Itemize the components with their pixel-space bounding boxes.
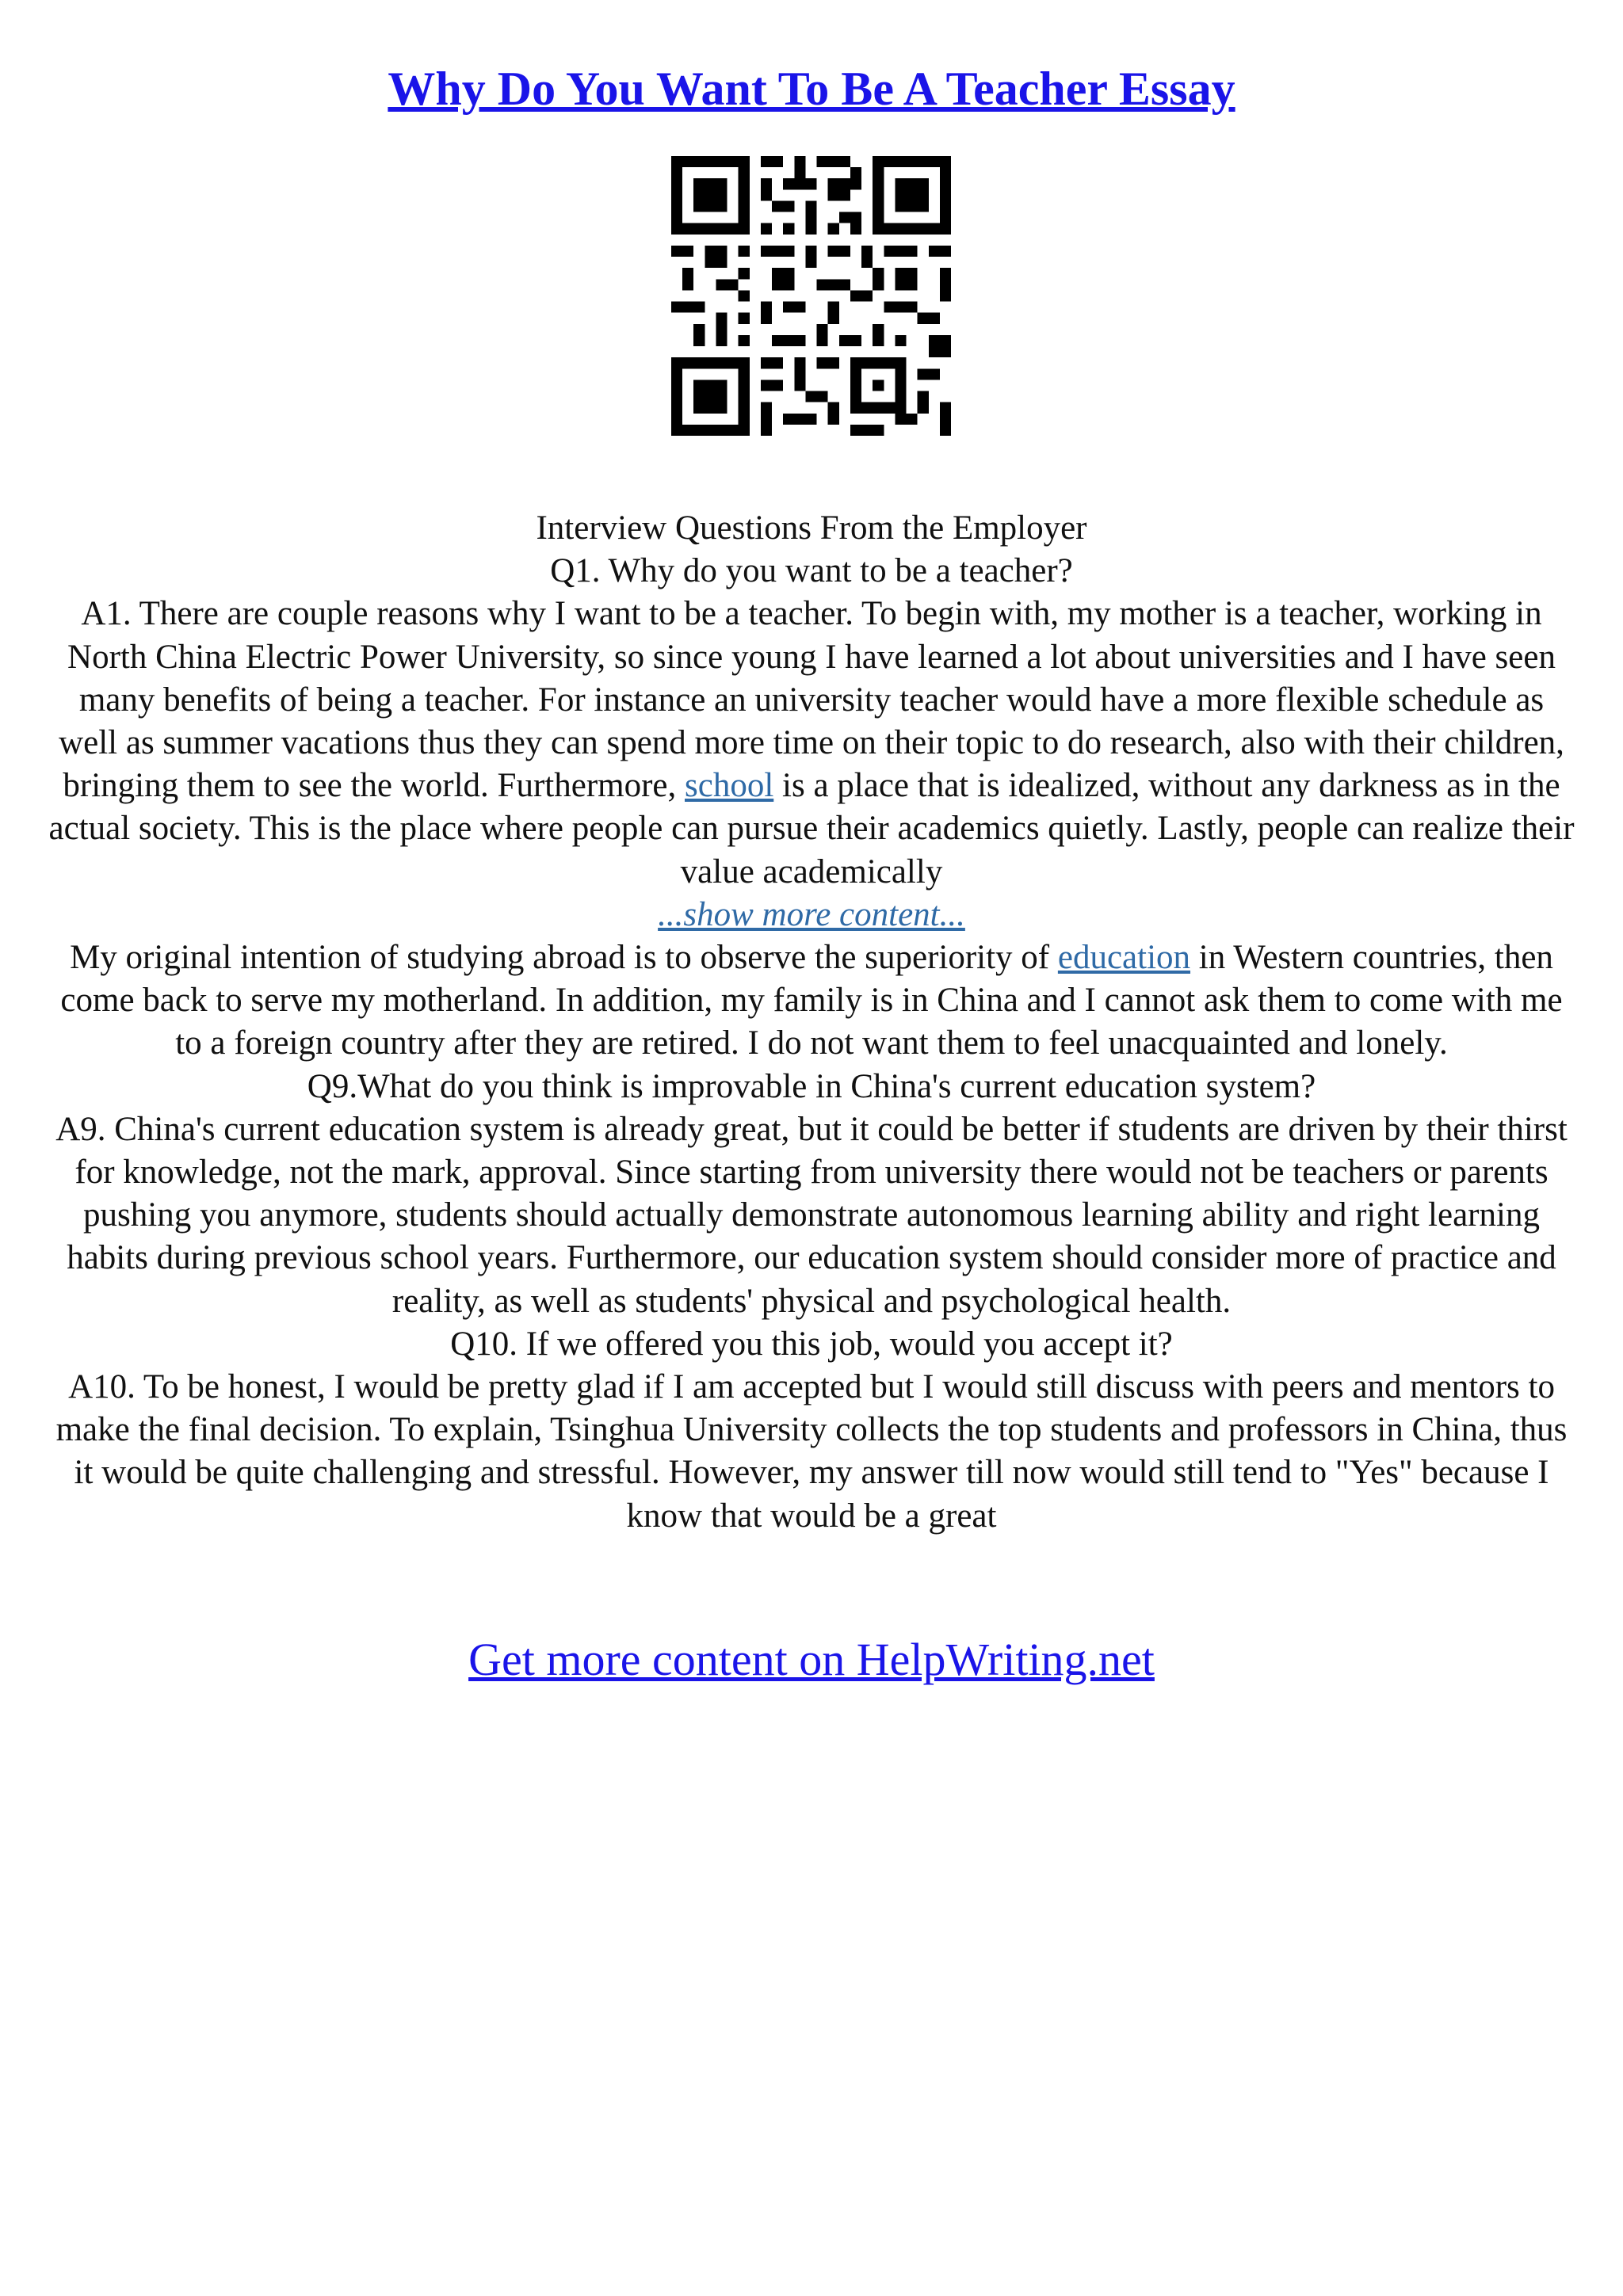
answer-1-text-b: is a place that is idealized, without any darkness as in the actual society. This is the place where people can pursue their academics quietly. Lastly, people can realize their value academically <box>48 767 1575 891</box>
footer <box>0 1632 1623 1688</box>
essay-body <box>48 507 1575 1538</box>
answer-10: A10. To be honest, I would be pretty glad if I am accepted but I would still discuss with peers and mentors to make the final decision. To explain, Tsinghua University collects the top students and professors in China, thus it would be quite challenging and stressful. However, my answer till now would still tend to "Yes" because I know that would be a great <box>55 1368 1568 1535</box>
document-title <box>0 55 1623 122</box>
paragraph-2-text-a: My original intention of studying abroad is to observe the superiority of <box>70 939 1058 977</box>
question-10: Q10. If we offered you this job, would you accept it? <box>450 1325 1173 1363</box>
school-link[interactable]: school <box>685 767 774 805</box>
education-link[interactable]: education <box>1057 939 1191 977</box>
qr-code-icon <box>671 156 951 436</box>
answer-1 <box>48 593 1575 893</box>
footer-link[interactable]: Get more content on HelpWriting.net <box>468 1634 1155 1685</box>
paragraph-2 <box>48 936 1575 1066</box>
answer-9: A9. China's current education system is already great, but it could be better if students are driven by their thirst for knowledge, not the mark, approval. Since starting from university there would not be teachers or parents pushing you anymore, students should actually demonstrate autonomous learning ability and right learning habits during previous school years. Furthermore, our education system should consider more of practice and reality, as well as students' physical and psychological health. <box>55 1110 1568 1320</box>
title-link[interactable]: Why Do You Want To Be A Teacher Essay <box>388 63 1235 115</box>
answer-1-text-a: A1. There are couple reasons why I want to be a teacher. To begin with, my mother is a teacher, working in North China Electric Power University, so since young I have learned a lot about universities and I have seen many benefits of being a teacher. For instance an university teacher would have a more flexible schedule as well as summer vacations thus they can spend more time on their topic to do research, also with their children, bringing them to see the world. Furthermore, <box>59 595 1564 805</box>
question-1: Q1. Why do you want to be a teacher? <box>550 552 1073 590</box>
show-more-link[interactable]: ...show more content... <box>658 895 965 933</box>
question-9: Q9.What do you think is improvable in China's current education system? <box>307 1067 1316 1105</box>
section-heading: Interview Questions From the Employer <box>536 509 1087 547</box>
paragraph-2-text-b: in Western countries, then come back to serve my motherland. In addition, my family is in China and I cannot ask them to come with me to a foreign country after they are retired. I do not want them to feel unacquainted and lonely. <box>60 939 1563 1062</box>
